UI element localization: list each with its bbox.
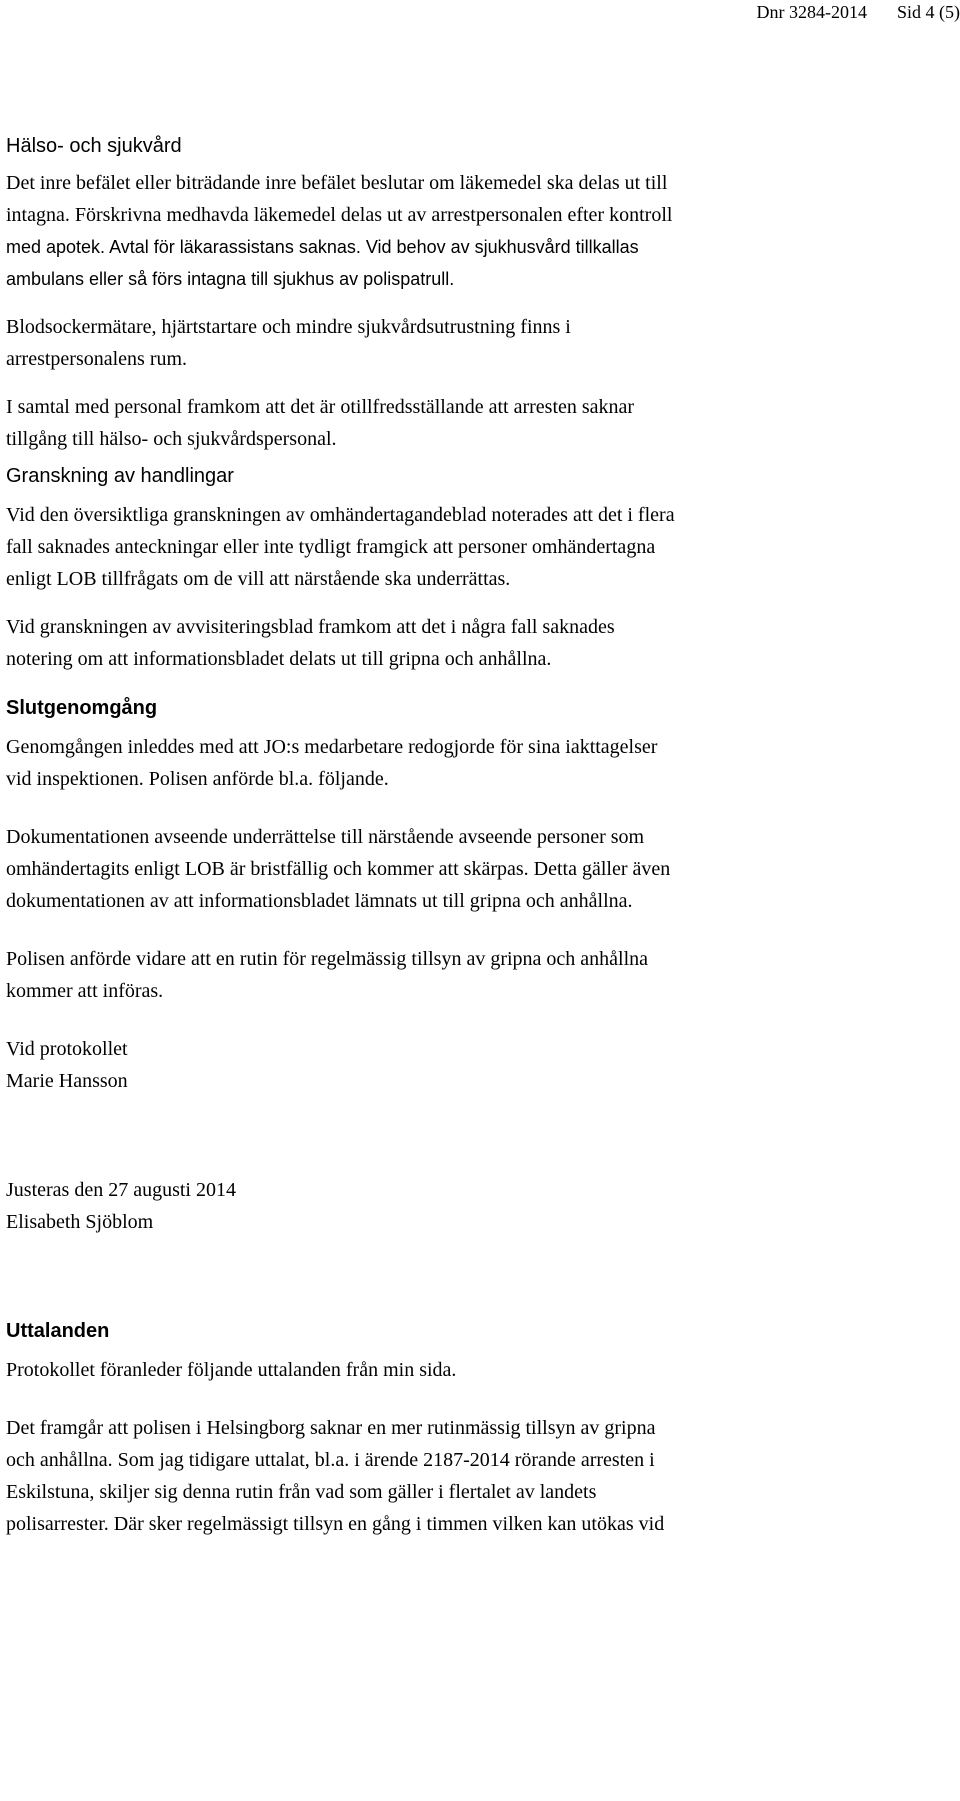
page-number: Sid 4 (5) xyxy=(897,2,960,22)
paragraph-granskning-2 xyxy=(6,611,954,675)
text-line: Det framgår att polisen i Helsingborg saknar en mer rutinmässig tillsyn av gripna xyxy=(6,1417,656,1439)
text-line: Vid granskningen av avvisiteringsblad framkom att det i några fall saknades xyxy=(6,616,615,638)
paragraph-granskning-1 xyxy=(6,499,954,595)
text-line: vid inspektionen. Polisen anförde bl.a. följande. xyxy=(6,768,389,790)
text-line: intagna. Förskrivna medhavda läkemedel delas ut av arrestpersonalen efter kontroll xyxy=(6,204,673,226)
text-line: omhändertagits enligt LOB är bristfällig och kommer att skärpas. Detta gäller även xyxy=(6,858,671,880)
text-line: notering om att informationsbladet delats ut till gripna och anhållna. xyxy=(6,648,552,670)
text-line: fall saknades anteckningar eller inte tydligt framgick att personer omhändertagna xyxy=(6,536,656,558)
paragraph-halso-3 xyxy=(6,391,954,455)
text-line: Dokumentationen avseende underrättelse till närstående avseende personer som xyxy=(6,826,645,848)
heading-uttalanden: Uttalanden xyxy=(6,1320,110,1342)
text-line: med apotek. Avtal för läkarassistans saknas. Vid behov av sjukhusvård tillkallas xyxy=(6,237,639,257)
text-line: kommer att införas. xyxy=(6,980,164,1002)
protokoll-label: Vid protokollet xyxy=(6,1038,128,1060)
justeras-name: Elisabeth Sjöblom xyxy=(6,1211,154,1233)
text-line: Blodsockermätare, hjärtstartare och mindre sjukvårdsutrustning finns i xyxy=(6,316,571,338)
document-body xyxy=(6,127,954,1540)
paragraph-halso-1 xyxy=(6,167,954,295)
justeras-label: Justeras den 27 augusti 2014 xyxy=(6,1179,236,1201)
case-number: Dnr 3284-2014 xyxy=(756,2,867,22)
text-line: Protokollet föranleder följande uttalanden från min sida. xyxy=(6,1359,457,1381)
signature-justeras xyxy=(6,1174,954,1238)
protokoll-name: Marie Hansson xyxy=(6,1070,128,1092)
paragraph-slut-3 xyxy=(6,943,954,1007)
text-line: Polisen anförde vidare att en rutin för regelmässig tillsyn av gripna och anhållna xyxy=(6,948,649,970)
heading-halso: Hälso- och sjukvård xyxy=(6,135,182,157)
heading-slutgenomgang: Slutgenomgång xyxy=(6,697,158,719)
paragraph-slut-1 xyxy=(6,731,954,795)
page-header xyxy=(757,0,960,24)
paragraph-uttalanden-2 xyxy=(6,1412,954,1540)
text-line: enligt LOB tillfrågats om de vill att närstående ska underrättas. xyxy=(6,568,511,590)
text-line: tillgång till hälso- och sjukvårdspersonal. xyxy=(6,428,337,450)
paragraph-slut-2 xyxy=(6,821,954,917)
text-line: Genomgången inleddes med att JO:s medarbetare redogjorde för sina iakttagelser xyxy=(6,736,658,758)
text-line: Det inre befälet eller biträdande inre befälet beslutar om läkemedel ska delas ut till xyxy=(6,172,668,194)
text-line: arrestpersonalens rum. xyxy=(6,348,188,370)
text-line: polisarrester. Där sker regelmässigt tillsyn en gång i timmen vilken kan utökas vid xyxy=(6,1513,665,1535)
text-line: och anhållna. Som jag tidigare uttalat, bl.a. i ärende 2187-2014 rörande arresten i xyxy=(6,1449,655,1471)
signature-protokoll xyxy=(6,1033,954,1097)
heading-granskning: Granskning av handlingar xyxy=(6,465,234,487)
paragraph-halso-2 xyxy=(6,311,954,375)
text-line: Eskilstuna, skiljer sig denna rutin från vad som gäller i flertalet av landets xyxy=(6,1481,597,1503)
text-line: I samtal med personal framkom att det är otillfredsställande att arresten saknar xyxy=(6,396,635,418)
paragraph-uttalanden-1 xyxy=(6,1354,954,1386)
text-line: ambulans eller så förs intagna till sjukhus av polispatrull. xyxy=(6,269,455,289)
text-line: dokumentationen av att informationsbladet lämnats ut till gripna och anhållna. xyxy=(6,890,633,912)
text-line: Vid den översiktliga granskningen av omhändertagandeblad noterades att det i flera xyxy=(6,504,675,526)
